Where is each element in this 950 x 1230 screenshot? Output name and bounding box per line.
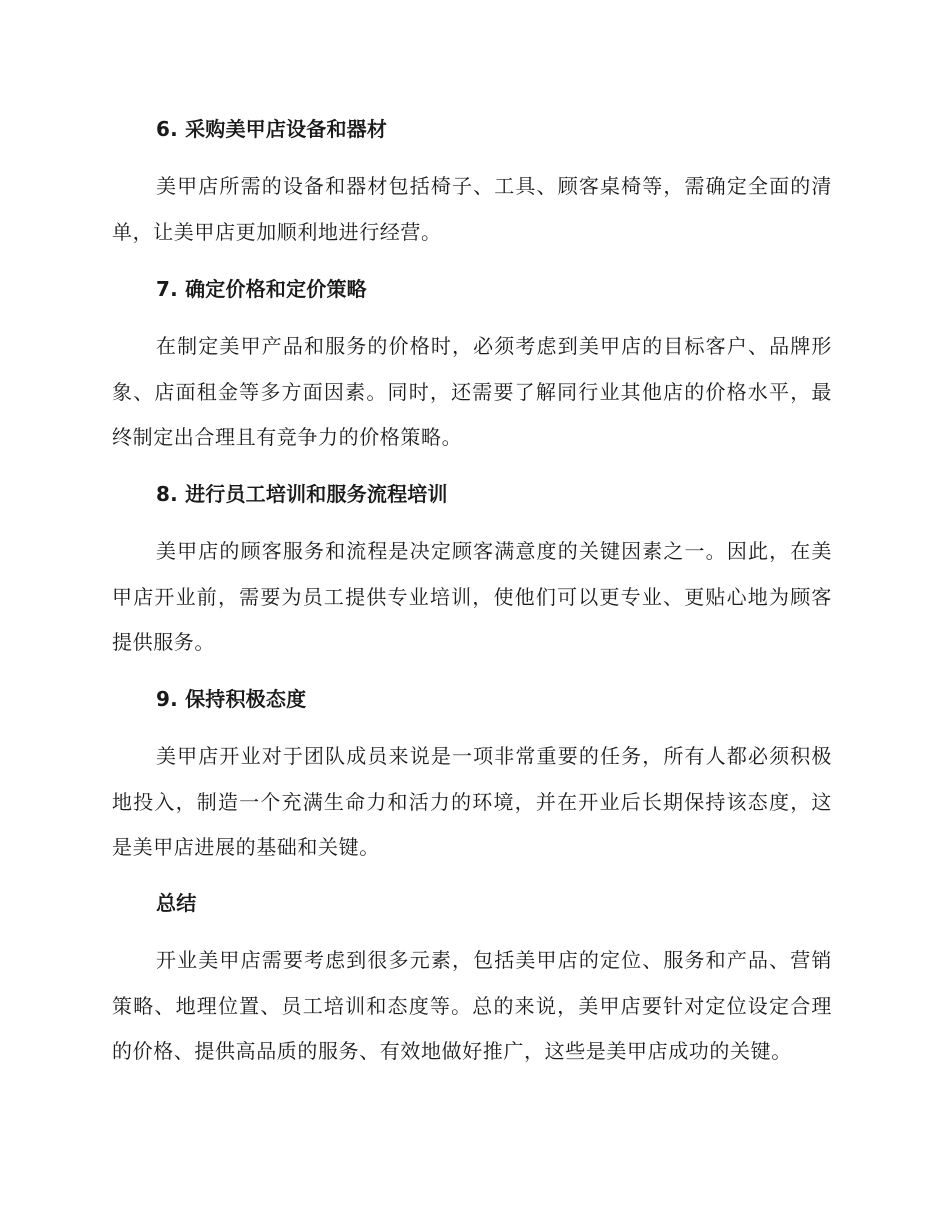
section-paragraph: 美甲店所需的设备和器材包括椅子、工具、顾客桌椅等，需确定全面的清单，让美甲店更加顺利地进行经营。 xyxy=(112,174,832,244)
section-heading: 6. 采购美甲店设备和器材 xyxy=(156,117,388,141)
section-paragraph: 在制定美甲产品和服务的价格时，必须考虑到美甲店的目标客户、品牌形象、店面租金等多方面因素。同时，还需要了解同行业其他店的价格水平，最终制定出合理且有竞争力的价格策略。 xyxy=(112,334,832,449)
section-heading: 7. 确定价格和定价策略 xyxy=(156,277,367,301)
section-9 xyxy=(112,686,832,871)
section-8 xyxy=(112,481,832,666)
section-7 xyxy=(112,276,832,461)
section-heading: 总结 xyxy=(156,891,197,915)
section-paragraph: 美甲店的顾客服务和流程是决定顾客满意度的关键因素之一。因此，在美甲店开业前，需要为员工提供专业培训，使他们可以更专业、更贴心地为顾客提供服务。 xyxy=(112,539,832,654)
section-heading: 9. 保持积极态度 xyxy=(156,687,307,711)
section-6 xyxy=(112,116,832,255)
section-paragraph: 开业美甲店需要考虑到很多元素，包括美甲店的定位、服务和产品、营销策略、地理位置、员工培训和态度等。总的来说，美甲店要针对定位设定合理的价格、提供高品质的服务、有效地做好推广，这些是美甲店成功的关键。 xyxy=(112,948,832,1063)
section-paragraph: 美甲店开业对于团队成员来说是一项非常重要的任务，所有人都必须积极地投入，制造一个充满生命力和活力的环境，并在开业后长期保持该态度，这是美甲店进展的基础和关键。 xyxy=(112,744,832,859)
section-summary xyxy=(112,890,832,1075)
section-heading: 8. 进行员工培训和服务流程培训 xyxy=(156,482,448,506)
